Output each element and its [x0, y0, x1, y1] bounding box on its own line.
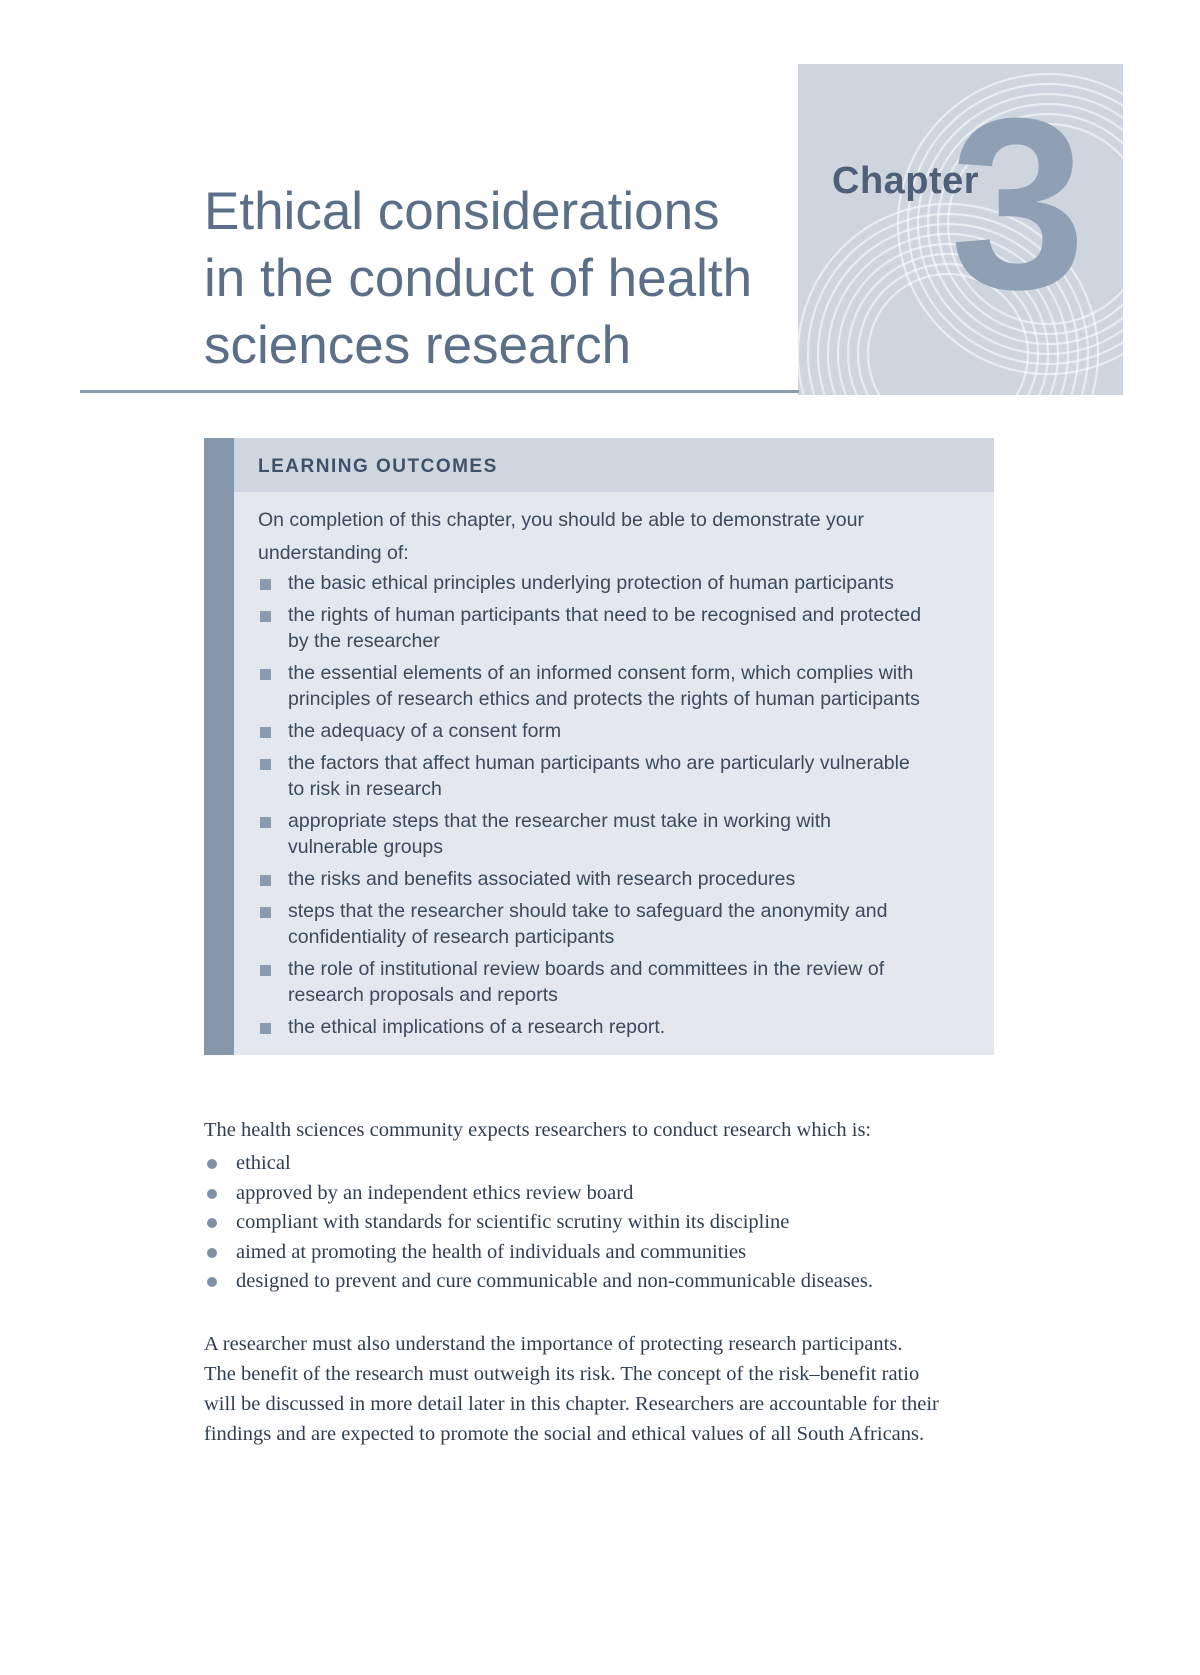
closing-line: The benefit of the research must outweigh its risk. The concept of the risk–benefit ratio [204, 1362, 920, 1385]
body-bullet-text: aimed at promoting the health of individuals and communities [236, 1240, 747, 1263]
outcome-item [258, 602, 973, 654]
outcome-text: the role of institutional review boards and committees in the review of [288, 958, 885, 980]
outcome-item [258, 866, 973, 892]
body-bullet-text: designed to prevent and cure communicable and non-communicable diseases. [236, 1270, 873, 1292]
chapter-title [204, 178, 784, 379]
outcome-text: the essential elements of an informed consent form, which complies with [288, 662, 914, 684]
outcome-item [258, 570, 973, 596]
round-bullet-icon [207, 1277, 217, 1287]
outcome-text: the rights of human participants that need to be recognised and protected [288, 604, 922, 626]
outcome-text: steps that the researcher should take to safeguard the anonymity and [288, 900, 888, 922]
outcome-text: by the researcher [288, 630, 440, 652]
body-text [204, 1115, 1004, 1449]
outcomes-intro-line: understanding of: [258, 542, 409, 564]
body-intro-paragraph: The health sciences community expects researchers to conduct research which is: [204, 1119, 872, 1141]
outcome-text: the risks and benefits associated with research procedures [288, 868, 796, 890]
closing-line: findings and are expected to promote the social and ethical values of all South Africans. [204, 1422, 925, 1445]
round-bullet-icon [207, 1218, 217, 1228]
outcome-text: principles of research ethics and protects the rights of human participants [288, 688, 920, 710]
chapter-label: Chapter [832, 160, 980, 202]
outcomes-intro-line: On completion of this chapter, you should be able to demonstrate your [258, 509, 864, 531]
title-underline-rule [80, 390, 799, 393]
outcomes-header [234, 438, 994, 492]
body-bullet-text: compliant with standards for scientific scrutiny within its discipline [236, 1211, 790, 1233]
body-bullet-item [204, 1179, 1004, 1209]
learning-outcomes-box [204, 438, 994, 1055]
round-bullet-icon [207, 1159, 217, 1169]
chapter-title-line: in the conduct of health [204, 249, 753, 308]
body-bullet-item [204, 1238, 1004, 1268]
square-bullet-icon [260, 875, 271, 886]
outcomes-intro [258, 504, 973, 570]
square-bullet-icon [260, 579, 271, 590]
square-bullet-icon [260, 1023, 271, 1034]
outcome-item [258, 1014, 973, 1040]
outcome-item [258, 808, 973, 860]
outcome-text: confidentiality of research participants [288, 926, 615, 948]
round-bullet-icon [207, 1189, 217, 1199]
square-bullet-icon [260, 817, 271, 828]
body-bullet-list [204, 1149, 1004, 1297]
outcome-text: the factors that affect human participants who are particularly vulnerable [288, 752, 910, 774]
outcome-item [258, 718, 973, 744]
outcome-item [258, 956, 973, 1008]
closing-line: A researcher must also understand the importance of protecting research participants. [204, 1332, 903, 1355]
body-bullet-text: approved by an independent ethics review board [236, 1181, 634, 1204]
round-bullet-icon [207, 1248, 217, 1258]
outcome-text: vulnerable groups [288, 836, 444, 858]
square-bullet-icon [260, 611, 271, 622]
square-bullet-icon [260, 669, 271, 680]
outcome-text: research proposals and reports [288, 984, 558, 1006]
outcome-text: the ethical implications of a research report. [288, 1016, 666, 1038]
chapter-number: 3 [950, 67, 1086, 340]
body-bullet-item [204, 1208, 1004, 1238]
outcomes-list [258, 570, 973, 1040]
chapter-panel [798, 64, 1123, 395]
square-bullet-icon [260, 907, 271, 918]
body-bullet-item [204, 1149, 1004, 1179]
body-bullet-text: ethical [236, 1152, 291, 1174]
outcome-text: to risk in research [288, 778, 442, 800]
outcome-text: appropriate steps that the researcher must take in working with [288, 810, 832, 832]
outcome-item [258, 750, 973, 802]
square-bullet-icon [260, 727, 271, 738]
body-bullet-item [204, 1267, 1004, 1297]
closing-line: will be discussed in more detail later in this chapter. Researchers are accountable for their [204, 1392, 939, 1415]
chapter-title-line: Ethical considerations [204, 182, 720, 241]
square-bullet-icon [260, 965, 271, 976]
square-bullet-icon [260, 759, 271, 770]
body-closing-paragraph [204, 1329, 1004, 1449]
outcome-item [258, 898, 973, 950]
outcome-item [258, 660, 973, 712]
outcome-text: the adequacy of a consent form [288, 720, 562, 742]
outcome-text: the basic ethical principles underlying protection of human participants [288, 572, 894, 594]
chapter-title-line: sciences research [204, 316, 632, 375]
outcomes-heading: LEARNING OUTCOMES [258, 456, 498, 477]
outcomes-side-bar [204, 438, 234, 1055]
outcomes-body [258, 504, 973, 1046]
